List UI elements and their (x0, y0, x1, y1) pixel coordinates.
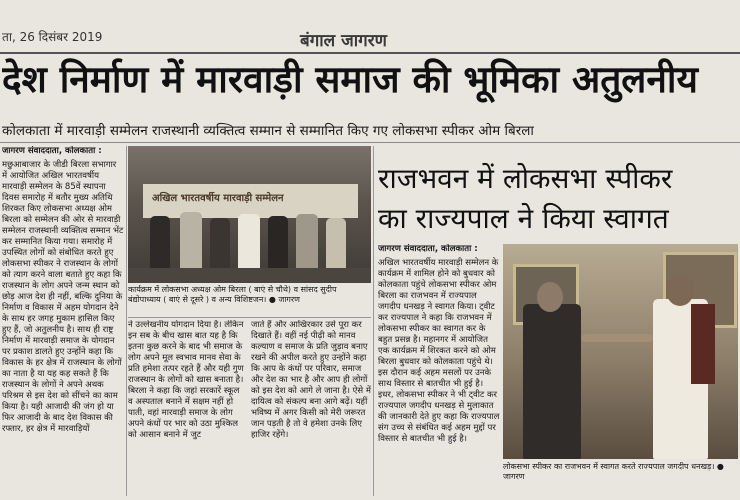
story1-col2-text: ने उल्लेखनीय योगदान दिया है। लेकिन इन सब के बीच खास बात यह है कि इतना कुछ करने के बाद भी समाज के लोग अपने मूल स्वभाव मानव सेवा के प्रति हमेशा तत्पर रहते हैं और यही गुण राजस्थान के लोगों को खास बनाता है। बिरला ने कहा कि जहां सरकारें स्कूल व अस्पताल बनाने में सक्षम नहीं हो पाती, वहां मारवाड़ी समाज के लोग अपने कंधों पर भार को उठा मुश्किल को आसान बनाने में जुट (128, 320, 244, 440)
story2-headline-line-2: का राज्यपाल ने किया स्वागत (378, 202, 669, 235)
handshake (581, 334, 653, 342)
caption-rule (128, 317, 371, 318)
story1-subhead-rule (0, 142, 740, 143)
story1-column-1 (2, 146, 124, 496)
dignitary-figure (180, 212, 202, 276)
dignitary-figure (150, 216, 170, 276)
dignitary-figure (296, 214, 318, 276)
speaker-head (666, 274, 694, 306)
story1-headline: देश निर्माण में मारवाड़ी समाज की भूमिका अतुलनीय (2, 58, 698, 101)
story2-dateline: जागरण संवाददाता, कोलकाता : (378, 244, 478, 254)
speaker-vest (691, 304, 715, 384)
issue-date: ता, 26 दिसंबर 2019 (2, 30, 103, 44)
story2-photo (503, 244, 738, 459)
column-divider (126, 146, 127, 496)
governor-figure (523, 304, 581, 459)
dignitary-figure (268, 216, 288, 276)
dignitary-figure (238, 214, 260, 276)
story1-column-3 (251, 320, 371, 496)
masthead (0, 0, 740, 52)
story2-column (378, 244, 500, 474)
story2-headline-line-1: राजभवन में लोकसभा स्पीकर (378, 162, 673, 195)
story2-body-text: अखिल भारतवर्षीय मारवाड़ी सम्मेलन के कार्यक्रम में शामिल होने को बुधवार को कोलकाता पहुंचे लोकसभा स्पीकर ओम बिरला का राजभवन में राज्यपाल जगदीप धनखड़ ने स्वागत किया। ट्वीट कर राज्यपाल ने कहा कि राजभवन में लोकसभा स्पीकर का स्वागत कर के बहुत प्रसन्न है। महानगर में आयोजित एक कार्यक्रम में शिरकत करने को ओम बिरला बुधवार को कोलकाता पहुंचे थे। इस दौरान कई अहम मसलों पर उनके साथ विस्तार से बातचीत भी हुई है। इधर, लोकसभा स्पीकर ने भी ट्वीट कर राज्यपाल जगदीप धनखड़ से मुलाकात की जानकारी देते हुए कहा कि राज्यपाल संग उच्च से संबंधित कई अहम मुद्दों पर विस्तार से बातचीत भी हुई है। (378, 258, 500, 444)
governor-head (537, 282, 563, 312)
paper-name: बंगाल जागरण (300, 31, 387, 51)
story2-photo-caption: लोकसभा स्पीकर का राजभवन में स्वागत करते राज्यपाल जगदीप धनखड़। ● जागरण (503, 462, 724, 481)
story1-column-2 (128, 320, 246, 496)
story1-col1-text: मछुआबाजार के जीडी बिरला सभागार में आयोजित अखिल भारतवर्षीय मारवाड़ी सम्मेलन के 85वें स्थापना दिवस समारोह में बतौर मुख्य अतिथि शिरकत किए लोकसभा अध्यक्ष ओम बिरला को सम्मेलन की ओर से मारवाड़ी सम्मेलन राजस्थानी व्यक्तित्व सम्मान भेंट कर सम्मानित किया गया। समारोह में उपस्थित लोगों को संबोधित करते हुए लोकसभा स्पीकर ने राजस्थान के लोगों को त्याग करने वाला बताते हुए कहा कि राजस्थान के लोग अपने जन्म स्थान को छोड़ आज देश ही नहीं, बल्कि दुनिया के निर्माण व विकास में अहम योगदान देने के साथ हर जगह मुकाम हासिल किए हुए हैं, जो अतुलनीय है। साथ ही राष्ट्र निर्माण में मारवाड़ी समाज के योगदान पर प्रकाश डालते हुए उन्होंने कहा कि विकास के हर क्षेत्र में राजस्थान के लोगों का नाता है या यह कह सकते हैं कि राजस्थान के लोगों ने अपने अथक परिश्रम से इस देश को सींचने का काम किया है। यही आजादी की जंग हो या फिर आजादी के बाद देश विकास की रफ्तार, हर क्षेत्र में मारवाड़ियों (2, 160, 124, 434)
story1-photo-caption: कार्यक्रम में लोकसभा अध्यक्ष ओम बिरला ( बाएं से चौथे) व सांसद सुदीप बंद्योपाध्याय ( बाएं से दूसरे ) व अन्य विशिष्टजन। ● जागरण (128, 285, 337, 304)
story-divider (373, 146, 374, 496)
stage-table (128, 268, 371, 283)
story1-dateline: जागरण संवाददाता, कोलकाता : (2, 146, 102, 156)
stage-banner: अखिल भारतवर्षीय मारवाड़ी सम्मेलन (152, 193, 284, 204)
story1-col3-text: जाते हैं और आखिरकार उसे पूरा कर दिखाते हैं। वहीं नई पीढ़ी को मानव कल्याण व समाज के प्रति जुड़ाव बनाए रखने की अपील करते हुए उन्होंने कहा कि आप के कंधों पर परिवार, समाज और देश का भार है और आप ही लोगों को इस देश को आगे ले जाना है। ऐसे में दायित्व को संकल्प बना आगे बढ़ें। यहीं भविष्य में अगर किसी को मेरी जरूरत जान पड़ती है तो वे हमेशा उनके लिए हाजिर रहेंगे। (251, 320, 371, 440)
masthead-rule (0, 52, 740, 54)
story1-subhead: कोलकाता में मारवाड़ी सम्मेलन राजस्थानी व्यक्तित्व सम्मान से सम्मानित किए गए लोकसभा स्पीकर ओम बिरला (2, 123, 534, 139)
story1-photo (128, 146, 371, 283)
